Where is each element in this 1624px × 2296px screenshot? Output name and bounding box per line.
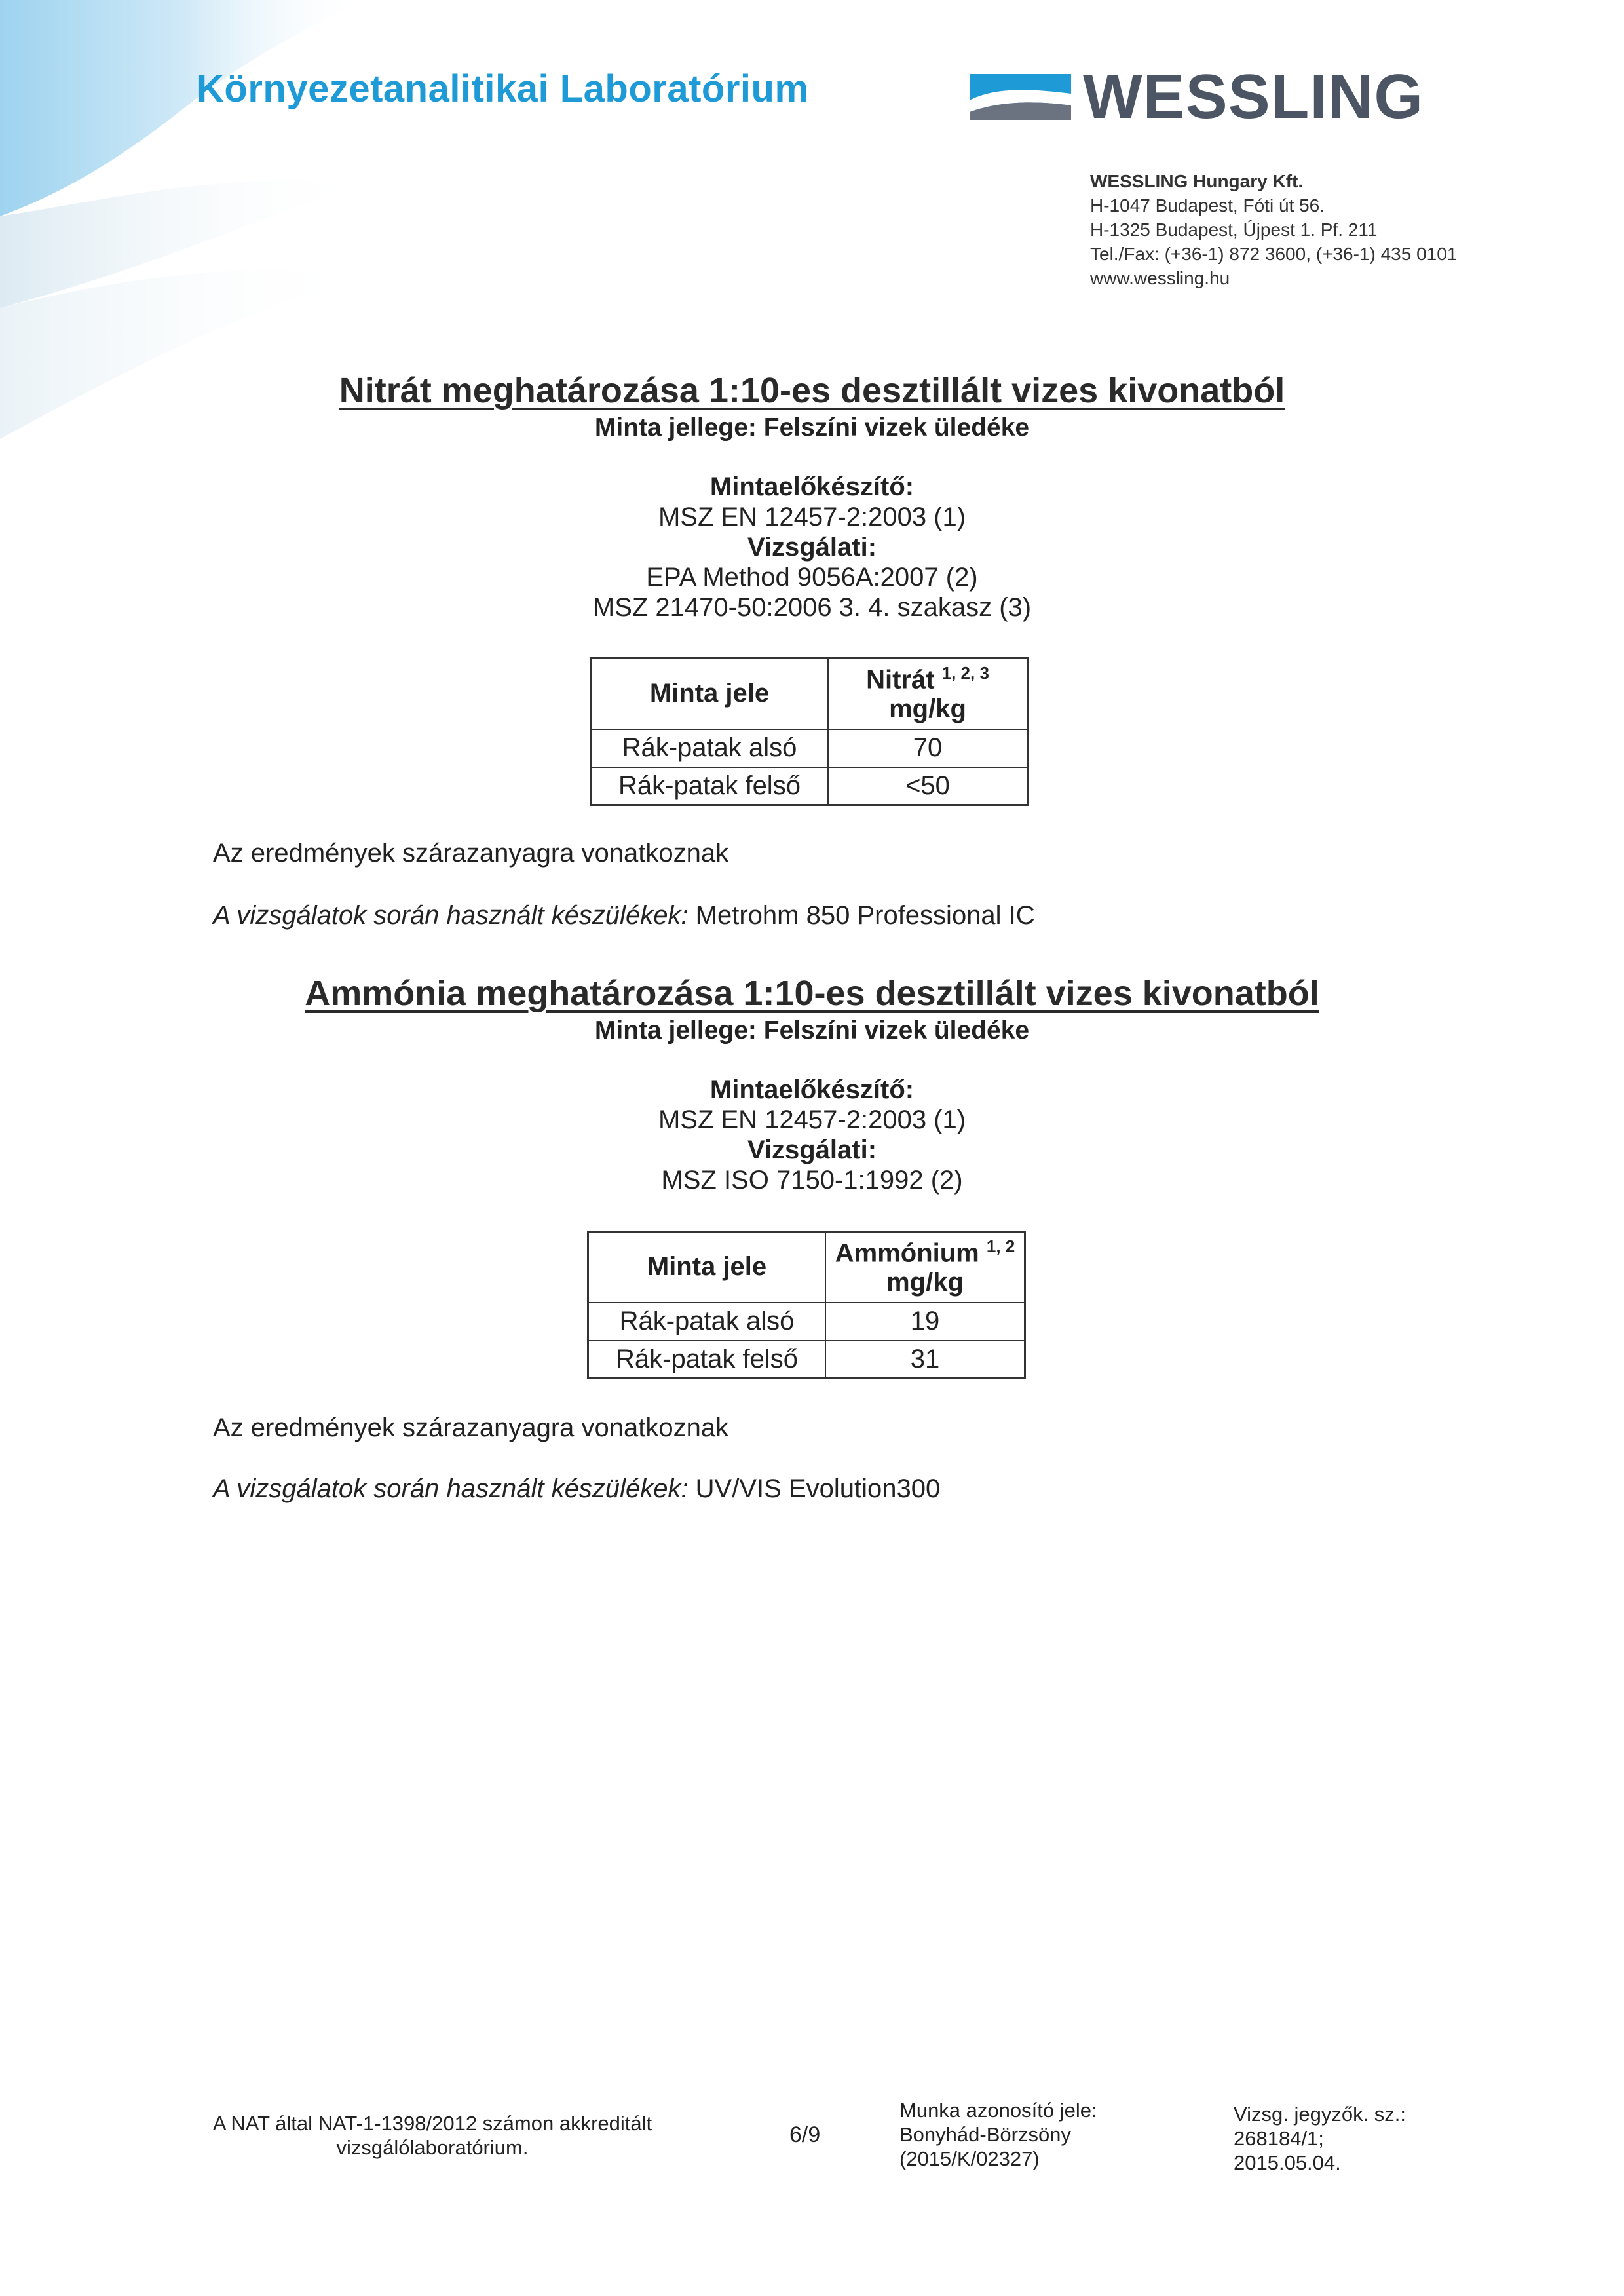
report-number-block (1234, 2102, 1406, 2175)
ammonia-results-table (587, 1231, 1026, 1379)
result-value: <50 (828, 767, 1028, 805)
unit-label: mg/kg (889, 695, 966, 724)
table-row (588, 1341, 1025, 1379)
devices-value: UV/VIS Evolution300 (695, 1474, 941, 1503)
nitrate-methods (0, 472, 1624, 622)
address-line: H-1325 Budapest, Újpest 1. Pf. 211 (1090, 220, 1378, 240)
accreditation-line: vizsgálólaboratórium. (336, 2136, 529, 2159)
table-row (591, 767, 1028, 805)
address-line: H-1047 Budapest, Fóti út 56. (1090, 195, 1325, 216)
sample-name: Rák-patak alsó (588, 1303, 826, 1341)
company-address-block (1090, 169, 1457, 290)
report-date: 2015.05.04. (1234, 2151, 1341, 2174)
col-header-nitrate (828, 659, 1028, 729)
accreditation-note (197, 2111, 668, 2160)
work-id-code: (2015/K/02327) (899, 2147, 1040, 2170)
table-header-row (591, 659, 1028, 729)
work-id-label: Munka azonosító jele: (899, 2099, 1097, 2122)
prep-label: Mintaelőkészítő: (709, 1075, 915, 1104)
col-header-sample: Minta jele (588, 1232, 826, 1303)
wessling-logo (970, 62, 1424, 132)
test-method: EPA Method 9056A:2007 (2) (646, 563, 978, 592)
wessling-wave-icon (970, 74, 1071, 120)
result-value: 31 (825, 1341, 1025, 1379)
ammonia-methods (0, 1075, 1624, 1195)
prep-method: MSZ EN 12457-2:2003 (1) (658, 503, 966, 531)
prep-method: MSZ EN 12457-2:2003 (1) (658, 1105, 966, 1134)
logo-text: WESSLING (1083, 62, 1424, 132)
table-row (591, 729, 1028, 767)
test-method: MSZ 21470-50:2006 3. 4. szakasz (3) (592, 593, 1032, 622)
report-label: Vizsg. jegyzők. sz.: (1234, 2103, 1407, 2126)
footnote-refs: 1, 2, 3 (941, 663, 989, 683)
test-method: MSZ ISO 7150-1:1992 (2) (661, 1166, 963, 1195)
devices-line (213, 901, 1035, 930)
lab-name: Környezetanalitikai Laboratórium (197, 67, 809, 110)
section-title: Ammónia meghatározása 1:10-es desztillált vizes kivonatból (305, 974, 1319, 1013)
sample-name: Rák-patak felső (591, 767, 829, 805)
result-value: 70 (828, 729, 1028, 767)
result-value: 19 (825, 1303, 1025, 1341)
col-header-ammonium (825, 1232, 1025, 1303)
devices-label: A vizsgálatok során használt készülékek: (213, 1474, 689, 1503)
sample-name: Rák-patak felső (588, 1341, 826, 1379)
nitrate-results-table (590, 657, 1029, 806)
nitrate-section-header (0, 370, 1624, 442)
sample-name: Rák-patak alsó (591, 729, 829, 767)
table-row (588, 1303, 1025, 1341)
devices-value: Metrohm 850 Professional IC (695, 901, 1035, 930)
prep-label: Mintaelőkészítő: (709, 472, 915, 501)
company-name: WESSLING Hungary Kft. (1090, 171, 1304, 191)
section-subtitle: Minta jellege: Felszíni vizek üledéke (594, 1016, 1030, 1044)
dry-matter-note: Az eredmények szárazanyagra vonatkoznak (213, 839, 729, 868)
col-header-label: Ammónium (835, 1238, 979, 1268)
devices-label: A vizsgálatok során használt készülékek: (213, 901, 689, 930)
table-header-row (588, 1232, 1025, 1303)
section-subtitle: Minta jellege: Felszíni vizek üledéke (594, 413, 1030, 442)
work-id-name: Bonyhád-Börzsöny (899, 2123, 1071, 2146)
phone-fax: Tel./Fax: (+36-1) 872 3600, (+36-1) 435 0101 (1090, 244, 1458, 264)
website: www.wessling.hu (1090, 268, 1230, 288)
devices-line (213, 1474, 940, 1504)
unit-label: mg/kg (886, 1268, 964, 1297)
report-number: 268184/1; (1234, 2127, 1324, 2150)
col-header-label: Nitrát (866, 665, 935, 695)
section-title: Nitrát meghatározása 1:10-es desztillált vizes kivonatból (339, 371, 1285, 410)
accreditation-line: A NAT által NAT-1-1398/2012 számon akkreditált (212, 2112, 652, 2135)
work-id-block (899, 2098, 1097, 2171)
page-number: 6/9 (789, 2122, 821, 2147)
test-label: Vizsgálati: (747, 1136, 877, 1164)
ammonia-section-header (0, 973, 1624, 1045)
col-header-sample: Minta jele (591, 659, 829, 729)
dry-matter-note: Az eredmények szárazanyagra vonatkoznak (213, 1413, 729, 1442)
test-label: Vizsgálati: (747, 533, 877, 562)
footnote-refs: 1, 2 (986, 1236, 1015, 1257)
